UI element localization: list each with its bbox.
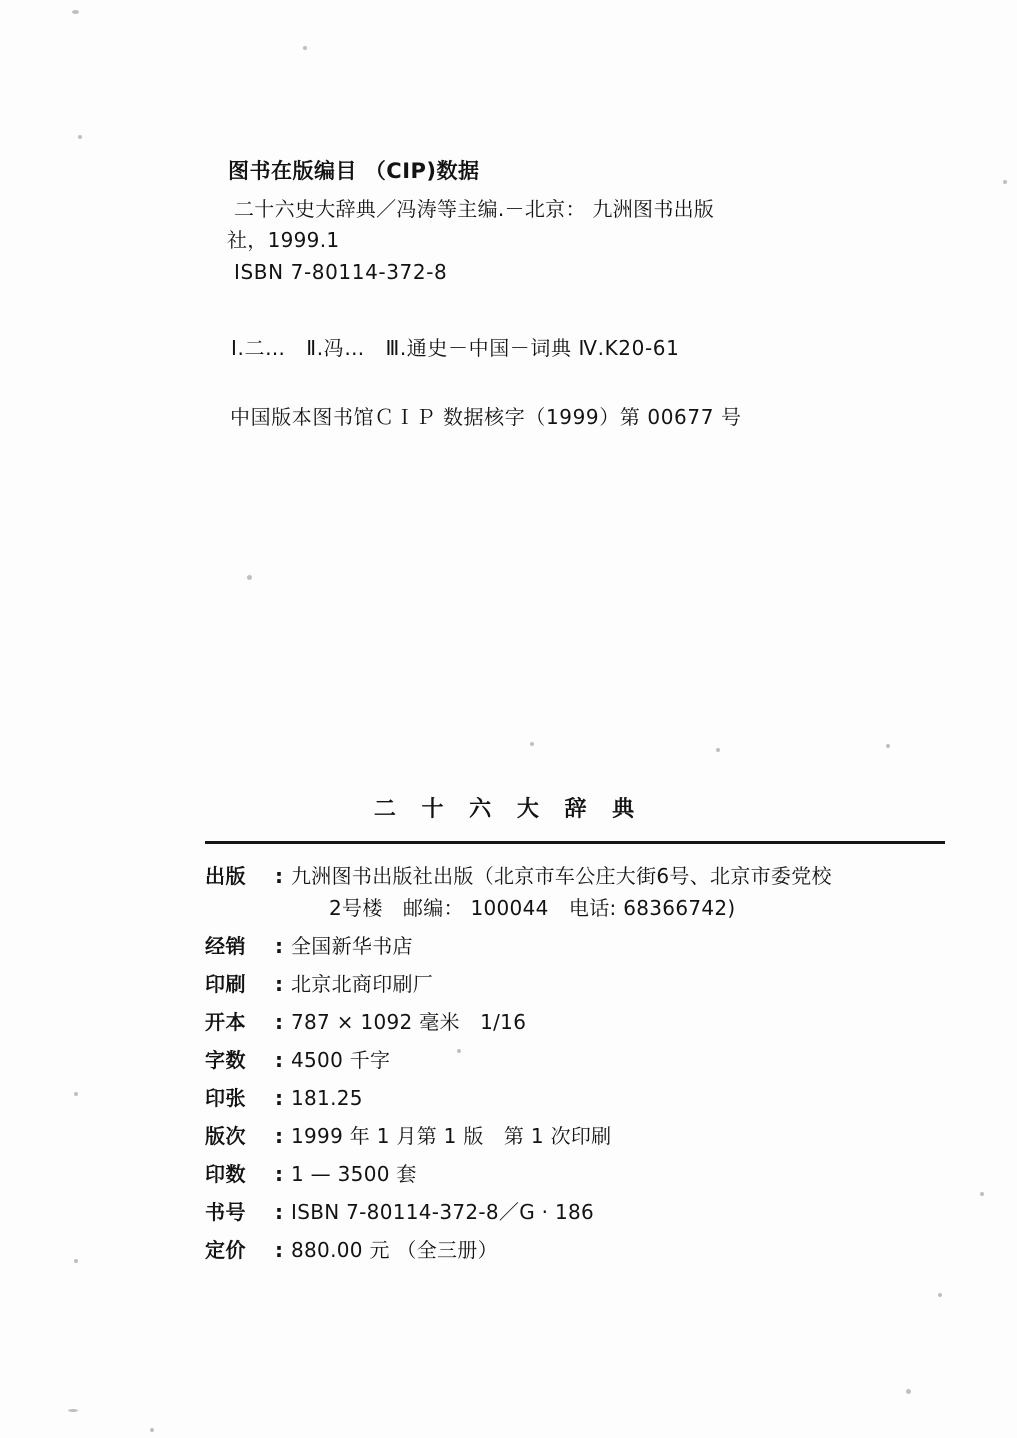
colophon-value-subline: 2号楼 邮编： 100044 电话: 68366742) [329,896,736,920]
colophon-colon: : [275,864,283,888]
cip-entry-line-2: 社，1999.1 [227,228,340,253]
colophon-label: 版次 [205,1124,246,1148]
book-title: 二 十 六 大 辞 典 [373,797,644,822]
colophon-value: 全国新华书店 [291,934,413,958]
scan-speck [906,1389,911,1394]
scan-speck [68,1409,78,1412]
colophon-value: ISBN 7-80114-372-8／G · 186 [291,1200,595,1224]
colophon-label: 印刷 [205,972,246,996]
colophon-colon: : [275,1010,283,1034]
colophon-label: 经销 [205,934,246,958]
scan-speck [247,575,252,580]
colophon-row [205,1198,995,1227]
colophon-row [205,1122,995,1151]
colophon-colon: : [275,1124,283,1148]
scan-speck [150,1428,154,1432]
colophon-value: 1 — 3500 套 [291,1162,417,1186]
colophon-label: 印数 [205,1162,246,1186]
colophon-value: 4500 千字 [291,1048,391,1072]
colophon-row [205,1084,995,1113]
colophon-label: 字数 [205,1048,246,1072]
cip-isbn: ISBN 7-80114-372-8 [234,260,448,285]
colophon-colon: : [275,972,283,996]
colophon-colon: : [275,1162,283,1186]
scan-speck [1003,180,1007,184]
cip-block [228,158,988,430]
colophon-colon: : [275,1048,283,1072]
cip-entry-line-1: 二十六史大辞典／冯涛等主编.－北京： 九洲图书出版 [234,197,715,222]
colophon-label: 印张 [205,1086,246,1110]
colophon-value: 1999 年 1 月第 1 版 第 1 次印刷 [291,1124,612,1148]
colophon-row [205,1008,995,1037]
colophon-colon: : [275,1238,283,1262]
colophon-row [205,862,995,923]
colophon-label: 定价 [205,1238,246,1262]
scan-speck [938,1293,942,1297]
colophon-row [205,970,995,999]
colophon-value: 880.00 元 （全三册） [291,1238,498,1262]
colophon-colon: : [275,1086,283,1110]
colophon-row [205,932,995,961]
colophon-value: 北京北商印刷厂 [291,972,434,996]
colophon-row [205,1160,995,1189]
colophon-colon: : [275,1200,283,1224]
scan-speck [716,748,720,752]
scan-speck [303,46,307,50]
horizontal-rule [205,841,945,844]
colophon-label: 出版 [205,864,246,888]
colophon-value-text: 九洲图书出版社出版（北京市车公庄大街6号、北京市委党校 [291,864,832,888]
scan-speck [74,1092,78,1096]
colophon-label: 书号 [205,1200,246,1224]
scan-speck [886,744,890,748]
colophon-block [205,862,995,1274]
colophon-row [205,1046,995,1075]
scan-speck [74,1259,78,1263]
scan-speck [72,10,79,14]
scan-speck [530,742,534,746]
colophon-value: 181.25 [291,1086,363,1110]
colophon-colon: : [275,934,283,958]
colophon-value [291,862,995,923]
cip-classification: Ⅰ.二… Ⅱ.冯… Ⅲ.通史－中国－词典 Ⅳ.K20-61 [231,336,680,361]
colophon-value: 787 × 1092 毫米 1/16 [291,1010,527,1034]
colophon-label: 开本 [205,1010,246,1034]
cip-verification-number: 中国版本图书馆ＣＩＰ 数据核字（1999）第 00677 号 [230,405,742,430]
cip-heading: 图书在版编目 （CIP)数据 [228,159,480,183]
colophon-row [205,1236,995,1265]
scan-speck [78,135,82,139]
